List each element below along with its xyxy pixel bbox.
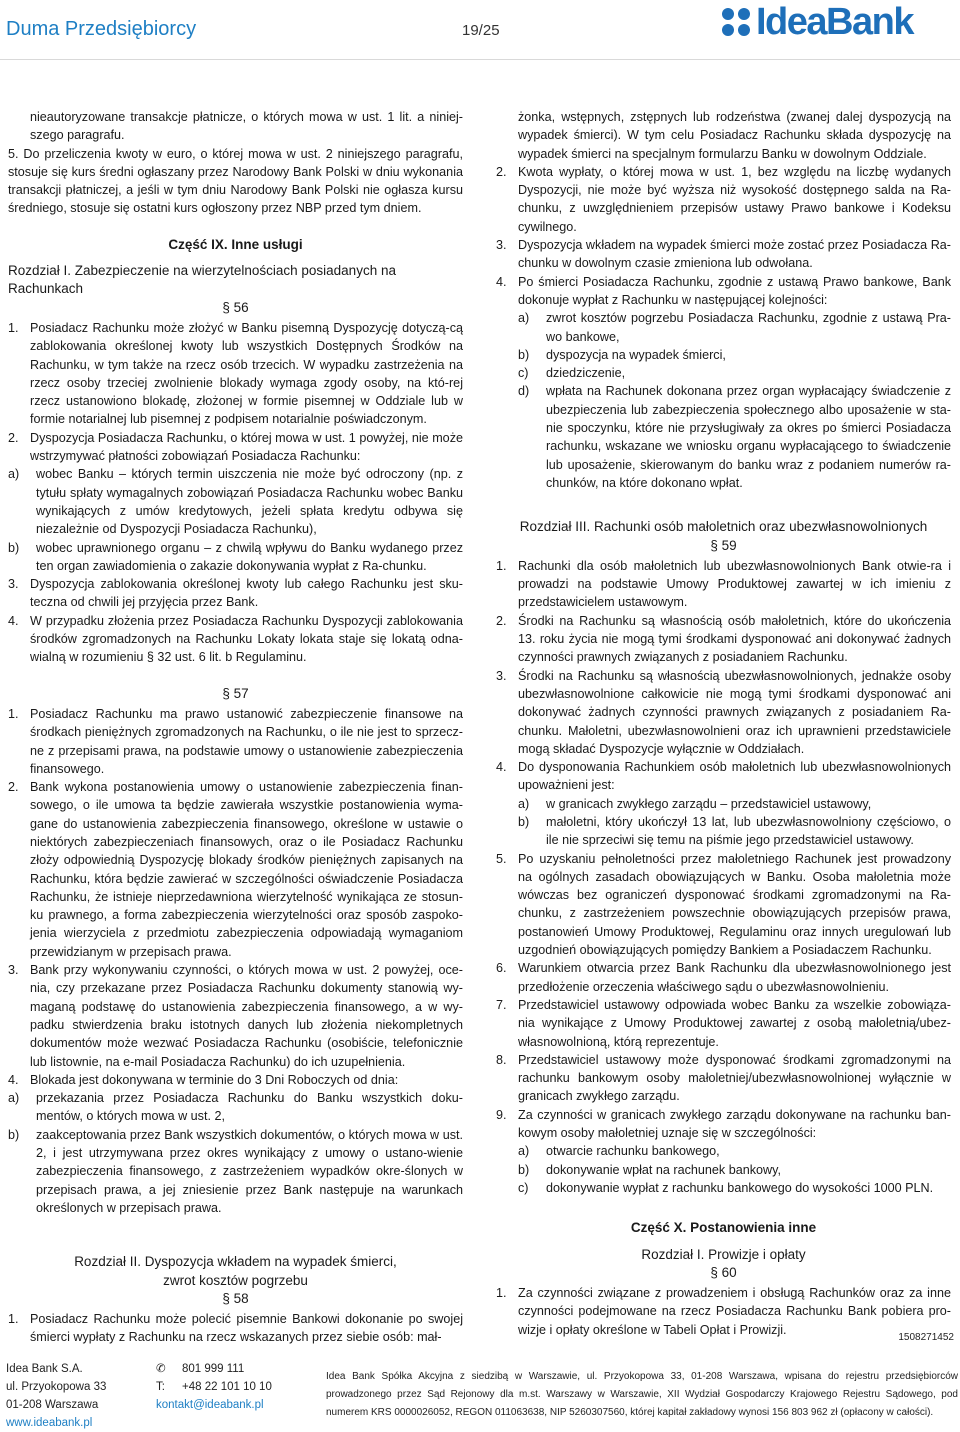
paragraph: nieautoryzowane transakcje płatnicze, o których mowa w ust. 1 lit. a niniej-szego paragrafu. [30,110,463,143]
phone-number: 801 999 111 [182,1363,245,1375]
contact-info [156,1360,272,1414]
tel-label: T: [156,1381,165,1393]
section-sign: § 60 [710,1264,737,1280]
list-item: 1. Posiadacz Rachunku ma prawo ustanowić zabezpieczenie finansowe na środkach pieniężnych zgromadzonych na Rachunku, o ile nie jest to sprzecz-ne z przepisami prawa, na podstawie umowy o ustanowienie zabezpieczenia finansowego. [8,706,463,776]
sub-item: c) dziedziczenie, [518,366,626,381]
legal-notice: Idea Bank Spółka Akcyjna z siedzibą w Warszawie, ul. Przyokopowa 33, 01-208 Warszawa, wpisana do rejestru przedsiębiorców prowadzonego przez Sąd Rejonowy dla m.st. Warszawy w Warszawie, XII Wydział Gospodarczy Krajowego Rejestru Sądowego, pod numerem KRS 0000026052, REGON 011063638, NIP 5260307560, której kapitał zakładowy wynosi 156 803 962 zł (opłacony w całości). [326,1371,958,1418]
document-title: Duma Przedsiębiorcy [6,18,197,40]
list-item: 4. Blokada jest dokonywana w terminie do 3 Dni Roboczych od dnia: [8,1072,399,1087]
page-header [0,0,960,60]
chapter-heading: Rozdział I. Zabezpieczenie na wierzytelnościach posiadanych na Rachunkach [8,263,396,297]
part-heading: Część X. Postanowienia inne [630,1220,817,1236]
city: 01-208 Warszawa [6,1399,99,1411]
chapter-heading: Rozdział III. Rachunki osób małoletnich oraz ubezwłasnowolnionych [519,519,928,535]
section-sign: § 57 [222,685,249,701]
right-column [496,108,951,1339]
section-sign: § 59 [710,537,737,553]
list-item: 2. Środki na Rachunku są własnością osób małoletnich, które do ukończenia 13. roku życia nie mogą tymi środkami dysponować ani dokonywać żadnych czynności prawnych związanych z posiadaniem Rachunku. [496,613,951,665]
sub-item: a) w granicach zwykłego zarządu – przedstawiciel ustawowy, [518,796,872,811]
chapter-heading: Rozdział II. Dyspozycja wkładem na wypadek śmierci, [74,1254,397,1270]
list-item: 3. Bank przy wykonywaniu czynności, o których mowa w ust. 2 powyżej, oce-nia, czy przekazane przez Posiadacza Rachunku dokumenty stanowią wy-maganą podstawę do ustanowienia zabezpieczenia finansowego, a w wy-padku stwierdzenia braku istotnych danych lub złożenia niekompletnych dokumentów może wezwać Posiadacza Rachunku (osobiście, telefonicznie lub listownie, na e-mail Posiadacza Rachunku) do ich uzupełnienia. [8,963,463,1069]
sub-item: b) wobec uprawnionego organu – z chwilą wpływu do Banku wydanego przez ten organ zawiadomienia o zakazie dokonywania wypłat z Ra-chunku. [8,540,463,573]
list-item: 2. Kwota wypłaty, o której mowa w ust. 1, bez względu na liczbę wydanych Dyspozycji, nie może być wyższa niż wysokość dostępnego salda na Ra-chunku, z uwzględnieniem przepisów ustawy Prawo bankowe i Kodeksu cywilnego. [496,164,951,234]
left-column [8,108,463,1347]
sub-item: a) wobec Banku – których termin uiszczenia nie może być odroczony (np. z tytułu spłaty wymagalnych zobowiązań Posiadacza Rachunku wobec Banku wynikających z umów kredytowych, jeżeli spłata kredytu odbywa się niezależnie od Dyspozycji Posiadacza Rachunku), [8,467,463,537]
list-item: 8. Przedstawiciel ustawowy może dysponować środkami zgromadzonymi na rachunku bankowym osoby małoletniej/ubezwłasnowolnionej wyłącznie w granicach zwykłego zarządu. [496,1052,951,1104]
sub-item: d) wpłata na Rachunek dokonana przez organ wypłacający świadczenie z ubezpieczenia lub zabezpieczenia społecznego albo uposażenie w sta-nie spoczynku, które nie przysługiwały za okres po śmierci Posiadacza rachunku, wskazane we wniosku organu wypłacającego to świadczenie lub uposażenie, skierowanym do banku wraz z podaniem numerów ra-chunków, na które dokonano wpłat. [518,384,951,490]
header-divider [0,59,960,60]
list-item: 1. Posiadacz Rachunku może złożyć w Banku pisemną Dyspozycję dotyczą-cą zablokowania określonej kwoty lub wszystkich Dostępnych Środków na Rachunku, w tym także na rzecz osób trzecich. W wypadku zastrzeżenia na rzecz osoby trzeciej zwolnienie blokady wymaga zgody osoby, na któ-rej rzecz ustanowiono blokadę, złożonej w formie pisemnej w Oddziale lub w formie notarialnej lub pisemnej z podpisem notarialnie poświadczonym. [8,320,463,427]
list-item: 3. Dyspozycja zablokowania określonej kwoty lub całego Rachunku jest sku-teczna od chwili jej przyjęcia przez Bank. [8,577,463,610]
list-item: 6. Warunkiem otwarcia przez Bank Rachunku dla ubezwłasnowolnionego jest przedłożenie orzeczenia właściwego sądu o ubezwłasnowolnieniu. [496,961,951,994]
list-item: 2. Bank wykona postanowienia umowy o ustanowienie zabezpieczenia finan-sowego, o ile umowa ta będzie zawierała wszystkie postanowienia wyma-gane do ustanowienia zabezpieczenia finansowego, określone w ustawie o niektórych zabezpieczeniach finansowych, oraz o ile Posiadacz Rachunku złoży odpowiednią Dyspozycję blokady środków pieniężnych zapisanych na Rachunku, która będzie zawierać w szczególności oświadczenie Posiadacza Rachunku, że istnieje nieprzedawniona wierzytelność wynikająca ze stosun-ku prawnego, a forma zabezpieczenia wierzytelności oraz sposób zaspoko-jenia wierzyciela z przedmiotu zabezpieczenia odpowiadają wymaganiom przewidzianym w przepisach prawa. [8,780,463,959]
idea-bank-logo [722,2,913,42]
list-item: 7. Przedstawiciel ustawowy odpowiada wobec Banku za wszelkie zobowiąza-nia wynikające z Umowy Produktowej zawartej z osobą małoletnią/ubez-własnowolnioną, którą reprezentuje. [496,997,951,1049]
street: ul. Przyokopowa 33 [6,1381,107,1393]
list-item: 3. Dyspozycja wkładem na wypadek śmierci może zostać przez Posiadacza Ra-chunku w dowolnym czasie zmieniona lub odwołana. [496,238,951,271]
sub-item: a) przekazania przez Posiadacza Rachunku do Banku wszystkich doku-mentów, o których mowa w ust. 2, [8,1091,463,1124]
paragraph: żonka, wstępnych, zstępnych lub rodzeństwa (zwanej dalej dyspozycją na wypadek śmierci). W tym celu Posiadacz Rachunku składa dyspozycję na wypadek śmierci na specjalnym formularzu Banku w dowolnym Oddziale. [518,110,951,161]
logo-text: IdeaBank [756,1,913,43]
tel-number: +48 22 101 10 10 [182,1381,272,1393]
list-item: 4. W przypadku złożenia przez Posiadacza Rachunku Dyspozycji zablokowania środków zgromadzonych na Rachunku Lokaty lokata staje się lokatą odna-wialną w rozumieniu § 32 ust. 6 lit. b Regulaminu. [8,613,463,665]
sub-item: a) zwrot kosztów pogrzebu Posiadacza Rachunku, zgodnie z ustawą Pra-wo bankowe, [518,311,951,344]
section-sign: § 58 [222,1290,249,1306]
list-item: 4. Do dysponowania Rachunkiem osób małoletnich lub ubezwłasnowolnionych upoważnieni jest: [496,760,951,793]
phone-icon: ✆ [156,1363,166,1375]
part-heading: Część IX. Inne usługi [168,236,303,252]
sub-item: b) zaakceptowania przez Bank wszystkich dokumentów, o których mowa w ust. 2, i jest utrzymywana przez okres wynikający z umowy o ustano-wienie zabezpieczenia finansowego, z zastrzeżeniem wypadków okre-ślonych w przepisach prawa, a jej zniesienie przez Bank następuje na warunkach określonych w przepisach prawa. [8,1127,463,1215]
sub-item: b) małoletni, który ukończył 13 lat, lub ubezwłasnowolniony częściowo, o ile nie sprzeciwi się temu na piśmie jego przedstawiciel ustawowy. [518,814,951,848]
section-sign: § 56 [222,299,249,315]
list-item: 1. Rachunki dla osób małoletnich lub ubezwłasnowolnionych Bank otwie-ra i prowadzi na podstawie Umowy Produktowej zawartej w ich imieniu z przedstawicielem ustawowym. [496,558,951,610]
page-number: 19/25 [462,22,500,39]
list-item: 9. Za czynności w granicach zwykłego zarządu dokonywane na rachunku ban-kowym osoby małoletniej uznaje się w szczególności: [496,1107,951,1141]
website-link[interactable]: www.ideabank.pl [6,1417,93,1429]
sub-item: b) dyspozycja na wypadek śmierci, [518,347,726,362]
list-item: 4. Po śmierci Posiadacza Rachunku, zgodnie z ustawą Prawo bankowe, Bank dokonuje wypłat z Rachunku w następującej kolejności: [496,274,951,307]
sub-item: a) otwarcie rachunku bankowego, [518,1144,720,1159]
chapter-heading: Rozdział I. Prowizje i opłaty [641,1246,806,1262]
chapter-heading: zwrot kosztów pogrzebu [163,1272,308,1288]
document-reference: 1508271452 [898,1332,954,1343]
sub-item: b) dokonywanie wpłat na rachunek bankowy, [518,1162,781,1177]
bank-address [6,1360,106,1432]
paragraph: 5. Do przeliczenia kwoty w euro, o której mowa w ust. 2 niniejszego paragrafu, stosuje się kurs średni ogłaszany przez Narodowy Bank Polski w dniu wykonania transakcji płatniczej, a jeśli w tym dniu Narodowy Bank Polski nie ogłasza kursu średniego, stosuje się ostatni kurs ogłoszony przez NBP przed tym dniem. [8,146,463,216]
list-item: 1. Posiadacz Rachunku może polecić pisemnie Bankowi dokonanie po swojej śmierci wypłaty z Rachunku na rzecz wskazanych przez siebie osób: mał- [8,1312,463,1345]
page-footer [0,1320,960,1429]
list-item: 3. Środki na Rachunku są własnością ubezwłasnowolnionych, jednakże osoby ubezwłasnowolnione całkowicie nie mogą tymi środkami dysponować ani dokonywać żadnych czynności prawnych związanych z posiadaniem Ra-chunku. Małoletni, ubezwłasnowolnieni oraz ich uprawnieni przedstawiciele mogą składać Dyspozycje wyłącznie w Oddziałach. [496,668,951,756]
sub-item: c) dokonywanie wypłat z rachunku bankowego do wysokości 1000 PLN. [518,1180,934,1195]
email-link[interactable]: kontakt@ideabank.pl [156,1399,264,1411]
list-item: 2. Dyspozycja Posiadacza Rachunku, o której mowa w ust. 1 powyżej, nie może wstrzymywać płatności zobowiązań Posiadacza Rachunku: [8,430,463,464]
list-item: 1. Za czynności związane z prowadzeniem i obsługą Rachunków oraz za inne czynności podejmowane na rzecz Posiadacza Rachunku Bank pobiera pro-wizje i opłaty określone w Tabeli Opłat i Prowizji. [496,1286,951,1337]
logo-dots-icon [722,8,750,36]
list-item: 5. Po uzyskaniu pełnoletności przez małoletniego Rachunek jest prowadzony na ogólnych zasadach obowiązujących w Banku. Osoba małoletnia może wówczas bez ograniczeń dysponować środkami zgromadzonymi na Ra-chunku, z zastrzeżeniem powszechnie obowiązujących przepisów prawa, postanowień Umowy Produktowej, Regulaminu oraz innych uregulowań lub uzgodnień obowiązujących pomiędzy Bankiem a Posiadaczem Rachunku. [496,851,951,958]
company-name: Idea Bank S.A. [6,1363,83,1375]
